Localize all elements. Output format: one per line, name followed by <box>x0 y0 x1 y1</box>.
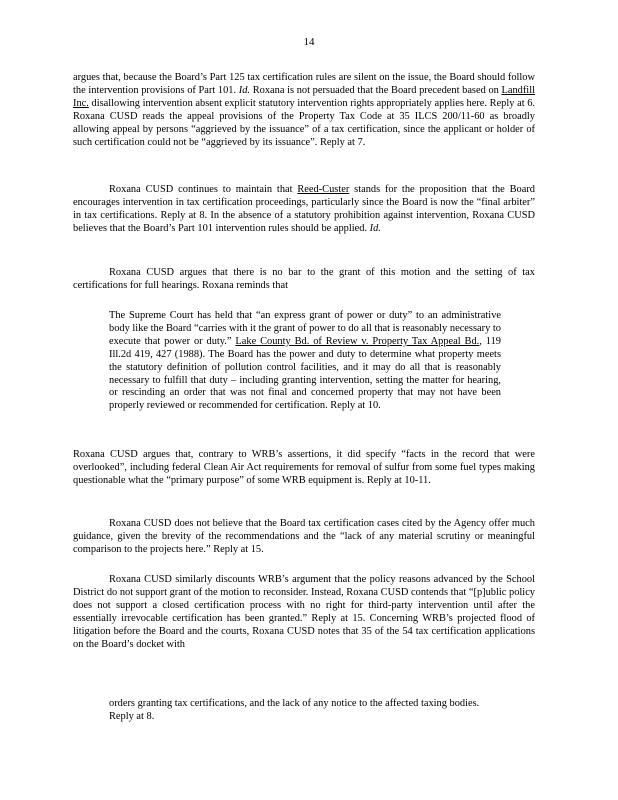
paragraph-no-bar: Roxana CUSD argues that there is no bar to the grant of this motion and the setting of tax certifications for full hearings. Roxana reminds that <box>73 267 535 291</box>
paragraph-intervention-provisions <box>73 72 535 149</box>
id-citation: Id. <box>369 222 381 234</box>
text: The Supreme Court has held that “an express grant of power or duty” to an administrative body like the Board “carries with it the grant of power to do all that is reasonably necessary to execute that power or duty.” <box>109 310 501 347</box>
text: , 119 Ill.2d 419, 427 (1988). The Board has the power and duty to determine what property meets the statutory definition of pollution control facilities, and it may do all that is reasonably necessary to fulfill that duty – including granting intervention, setting the matter for hearing, or rescinding an order that was not final and concerned property that may not have been properly reviewed or recommended for certification. Reply at 10. <box>109 335 501 412</box>
paragraph-facts-overlooked: Roxana CUSD argues that, contrary to WRB’s assertions, it did specify “facts in the record that were overlooked”, including federal Clean Air Act requirements for removal of sulfur from some fuel types making questionable what the “primary purpose” of some WRB equipment is. Reply at 10-11. <box>73 449 535 486</box>
paragraph-reed-custer <box>73 184 535 236</box>
text: argues that, because the Board’s Part 125 tax certification rules are silent on the issue, the Board should follow the intervention provisions of Part 101. <box>73 72 535 96</box>
text: disallowing intervention absent explicit statutory intervention rights appropriately applies here. Reply at 6. Roxana CUSD reads the appeal provisions of the Property Tax Code at 35 ILCS 200/11-60 as broadly allowing appeal by persons “aggrieved by the issuance” of a tax certification, since the applicant or holder of such certification could not be “aggrieved by its issuance”. Reply at 7. <box>73 97 535 148</box>
text: Roxana is not persuaded that the Board precedent based on <box>250 84 502 96</box>
id-citation: Id. <box>238 84 251 96</box>
block-quote <box>109 310 501 413</box>
case-citation: Landfill Inc. <box>73 84 535 109</box>
paragraph-policy-reasons: Roxana CUSD similarly discounts WRB’s argument that the policy reasons advanced by the School District do not support grant of the motion to reconsider. Instead, Roxana CUSD contends that “[p]ublic policy does not support a closed certification process with no right for third-party intervention until after the essentially irrevocable certification has been granted.” Reply at 15. Concerning WRB’s projected flood of litigation before the Board and the courts, Roxana CUSD notes that 35 of the 54 tax certification applications on the Board’s docket with <box>73 574 535 650</box>
text: Roxana CUSD continues to maintain that <box>109 184 298 195</box>
text: stands for the proposition that the Board encourages intervention in tax certification proceedings, particularly since the Board is now the “final arbiter” in tax certifications. Reply at 8. In the absence of a statutory prohibition against intervention, Roxana CUSD believes that the Board’s Part 101 intervention rules should be applied. <box>73 184 535 234</box>
case-citation: Reed-Custer <box>297 184 350 195</box>
page-number: 14 <box>303 36 315 48</box>
paragraph-agency-cases: Roxana CUSD does not believe that the Board tax certification cases cited by the Agency offer much guidance, given the brevity of the recommendations and the “lack of any material scrutiny or meaningful comparison to the projects here.” Reply at 15. <box>73 518 535 555</box>
case-citation: Lake County Bd. of Review v. Property Tax Appeal Bd. <box>235 335 480 347</box>
paragraph-continuation: orders granting tax certifications, and the lack of any notice to the affected taxing bodies. Reply at 8. <box>109 698 480 722</box>
